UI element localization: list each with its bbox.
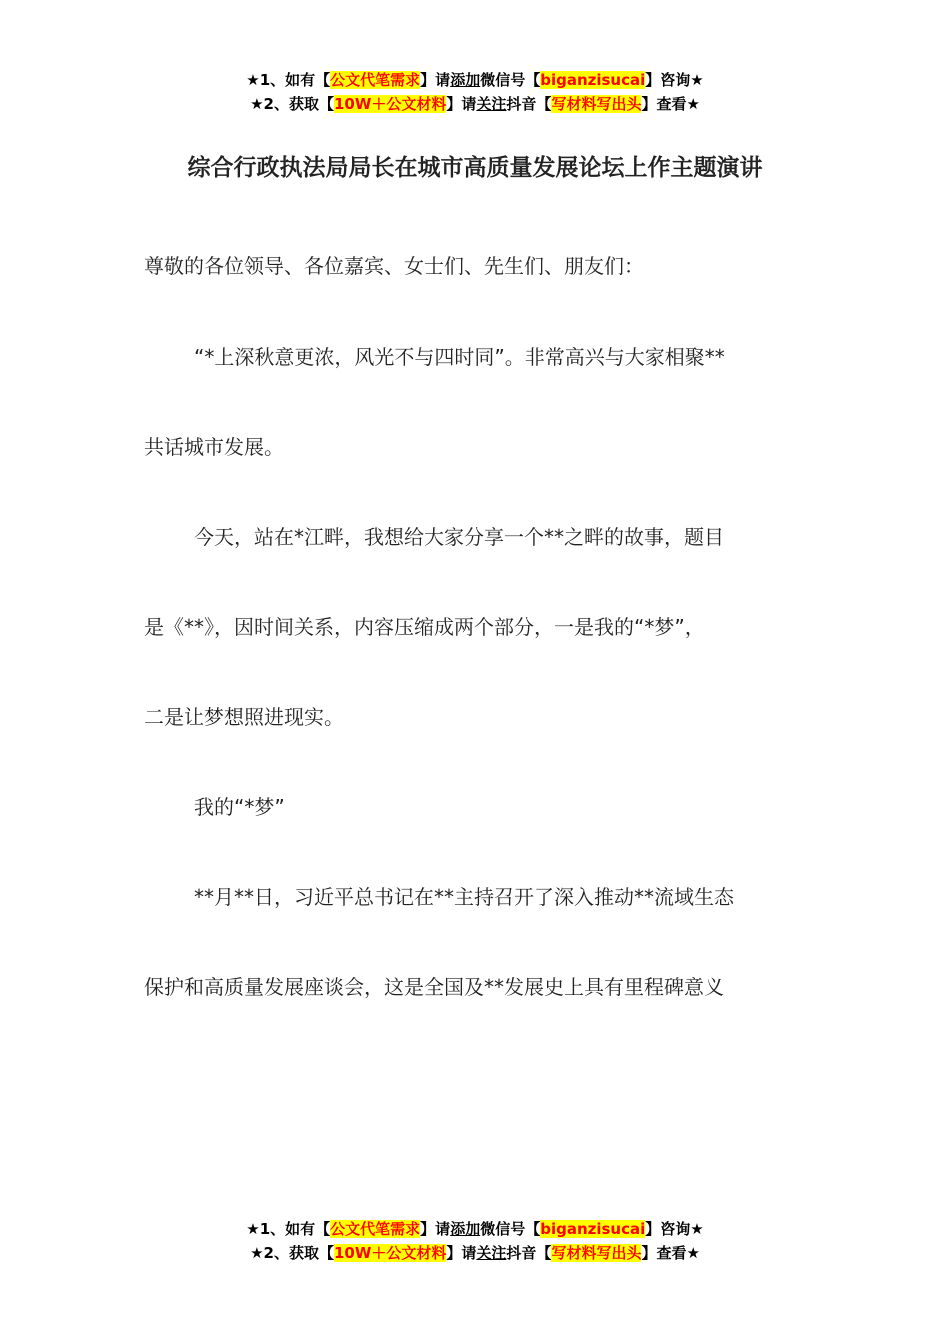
ad-highlight-wechat-id: biganzisucai	[540, 1220, 646, 1238]
ad-text: 】请	[420, 1220, 451, 1238]
ad-line-2	[0, 1241, 950, 1265]
ad-underlined-word: 添加	[450, 71, 481, 89]
ad-text: 微信号【	[480, 71, 541, 89]
body-line: **月**日，习近平总书记在**主持召开了深入推动**流域生态	[194, 885, 734, 909]
ad-underlined-word: 关注	[476, 95, 507, 113]
body-line: 保护和高质量发展座谈会，这是全国及**发展史上具有里程碑意义	[144, 975, 724, 999]
ad-highlight-douyin-id: 写材料写出头	[551, 95, 642, 113]
ad-text: ★1、如有【	[246, 1220, 331, 1238]
ad-text: 】查看★	[641, 1244, 700, 1262]
body-line: 是《**》，因时间关系，内容压缩成两个部分，一是我的“*梦”，	[144, 615, 705, 639]
ad-underlined-word: 关注	[476, 1244, 507, 1262]
ad-line-1	[0, 68, 950, 92]
ad-text: ★2、获取【	[250, 1244, 334, 1262]
body-line: “*上深秋意更浓，风光不与四时同”。非常高兴与大家相聚**	[194, 345, 725, 369]
section-heading: 我的“*梦”	[194, 795, 285, 819]
body-line: 今天，站在*江畔，我想给大家分享一个**之畔的故事，题目	[194, 525, 724, 549]
ad-line-2	[0, 92, 950, 116]
ad-highlight-service: 公文代笔需求	[330, 71, 421, 89]
ad-underlined-word: 添加	[450, 1220, 481, 1238]
ad-highlight-materials: 10W＋公文材料	[333, 95, 447, 113]
ad-text: 】请	[420, 71, 451, 89]
ad-highlight-douyin-id: 写材料写出头	[551, 1244, 642, 1262]
ad-text: 抖音【	[506, 95, 552, 113]
ad-highlight-wechat-id: biganzisucai	[540, 71, 646, 89]
ad-text: 抖音【	[506, 1244, 552, 1262]
ad-text: 】咨询★	[645, 71, 704, 89]
body-line: 共话城市发展。	[144, 435, 284, 459]
ad-text: 】请	[446, 95, 477, 113]
salutation: 尊敬的各位领导、各位嘉宾、女士们、先生们、朋友们：	[144, 254, 644, 278]
ad-text: 】请	[446, 1244, 477, 1262]
ad-text: ★2、获取【	[250, 95, 334, 113]
document-body	[144, 246, 814, 1032]
ad-text: 】查看★	[641, 95, 700, 113]
body-line: 二是让梦想照进现实。	[144, 705, 344, 729]
ad-line-1	[0, 1217, 950, 1241]
ad-text: 微信号【	[480, 1220, 541, 1238]
bottom-ad-banner	[0, 1217, 950, 1265]
document-title: 综合行政执法局局长在城市高质量发展论坛上作主题演讲	[187, 155, 763, 181]
ad-text: ★1、如有【	[246, 71, 331, 89]
ad-highlight-materials: 10W＋公文材料	[333, 1244, 447, 1262]
ad-text: 】咨询★	[645, 1220, 704, 1238]
top-ad-banner	[0, 68, 950, 116]
ad-highlight-service: 公文代笔需求	[330, 1220, 421, 1238]
